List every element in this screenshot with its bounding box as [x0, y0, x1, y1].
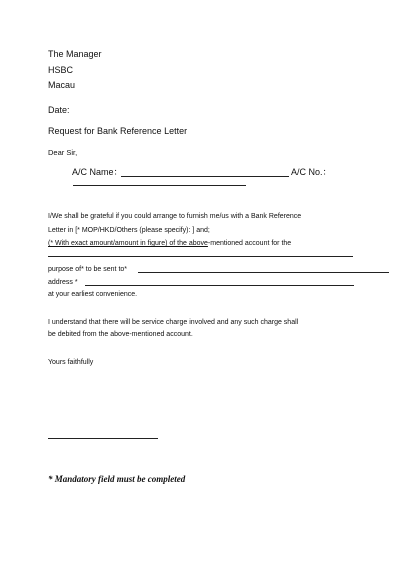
signature-field[interactable]	[48, 438, 158, 439]
purpose-field[interactable]	[138, 272, 389, 273]
body-line-2: Letter in [* MOP/HKD/Others (please specify): ] and;	[48, 227, 210, 234]
mandatory-footnote: * Mandatory field must be completed	[48, 474, 186, 484]
account-number-field[interactable]	[73, 185, 246, 186]
account-number-label: A/C No.：	[291, 167, 332, 177]
date-label: Date:	[48, 105, 70, 115]
amount-field[interactable]	[48, 256, 353, 257]
body-line-3-underlined: (* With exact amount/amount in figure) of the above	[48, 240, 208, 247]
salutation: Dear Sir,	[48, 148, 78, 157]
body-line-1: I/We shall be grateful if you could arrange to furnish me/us with a Bank Reference	[48, 213, 302, 220]
address-field[interactable]	[85, 285, 354, 286]
address-label: address *	[48, 279, 78, 286]
body-line-3-rest: -mentioned account for the	[207, 240, 292, 247]
recipient-line-2: HSBC	[48, 65, 74, 75]
recipient-line-1: The Manager	[48, 49, 102, 59]
closing: Yours faithfully	[48, 359, 94, 366]
charge-line-1: I understand that there will be service charge involved and any such charge shall	[48, 319, 299, 326]
convenience-line: at your earliest convenience.	[48, 291, 138, 298]
charge-line-2: be debited from the above-mentioned account.	[48, 331, 193, 338]
account-name-label: A/C Name：	[72, 167, 123, 177]
body-line-3	[48, 240, 291, 247]
purpose-label: purpose of* to be sent to*	[48, 266, 127, 273]
account-name-field[interactable]	[121, 176, 289, 177]
subject-line: Request for Bank Reference Letter	[48, 126, 188, 136]
recipient-line-3: Macau	[48, 80, 76, 90]
